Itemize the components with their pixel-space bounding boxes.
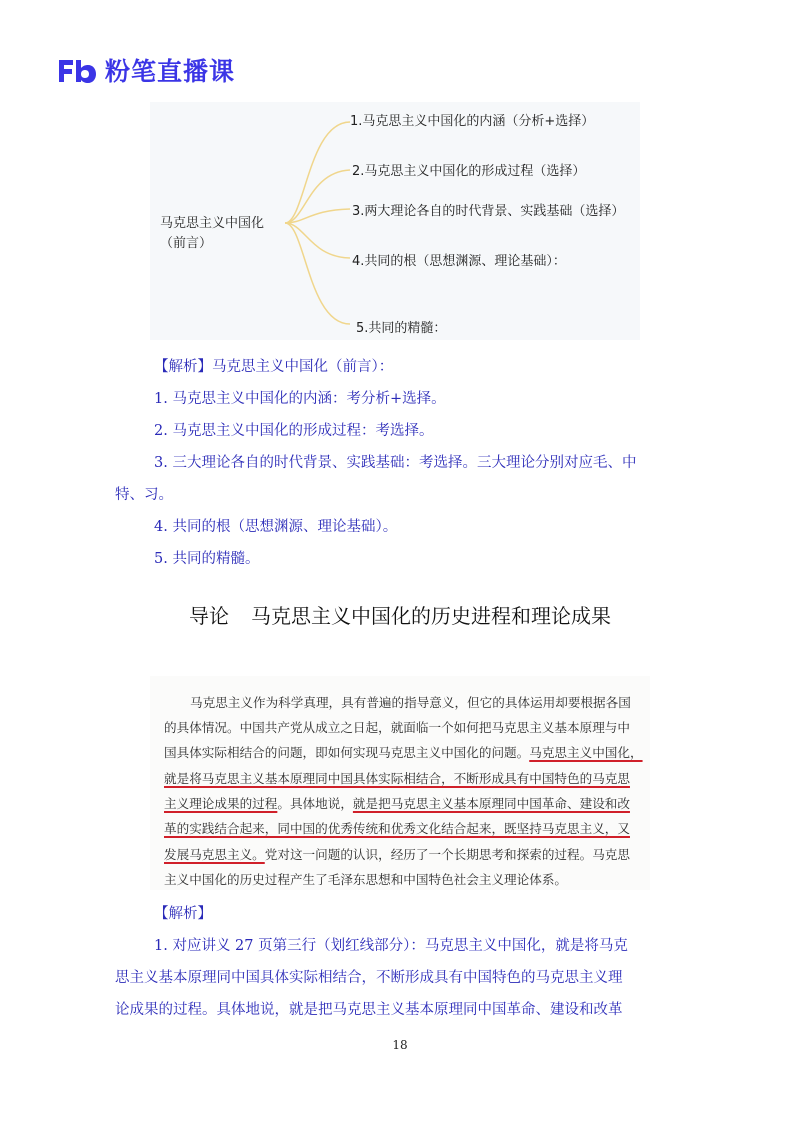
fb-logo-icon (57, 56, 97, 84)
excerpt-underlined-line: 革的实践结合起来，同中国的优秀传统和优秀文化结合起来，既坚持马克思主义，又 (164, 821, 630, 836)
analysis-item: 1. 马克思主义中国化的内涵：考分析+选择。 (154, 391, 446, 407)
excerpt-line: 马克思主义作为科学真理，具有普遍的指导意义，但它的具体运用却要根据各国 (190, 695, 631, 710)
mindmap-root-subtitle: （前言） (160, 236, 213, 251)
mindmap-root (160, 214, 264, 254)
mindmap-branch: 5.共同的精髓： (356, 321, 447, 336)
analysis-title: 【解析】马克思主义中国化（前言）： (154, 359, 394, 375)
excerpt-underlined-text: 发展马克思主义。 (164, 847, 265, 862)
excerpt-line (164, 742, 643, 761)
analysis-paragraph-line: 论成果的过程。具体地说，就是把马克思主义基本原理同中国革命、建设和改革 (115, 1002, 623, 1018)
analysis-paragraph-line: 思主义基本原理同中国具体实际相结合，不断形成具有中国特色的马克思主义理 (115, 970, 623, 986)
analysis-item: 4. 共同的根（思想渊源、理论基础）。 (154, 519, 398, 535)
analysis-item: 2. 马克思主义中国化的形成过程：考选择。 (154, 423, 434, 439)
excerpt-underlined-text: 马克思主义中国化， (529, 745, 643, 760)
mindmap-root-title: 马克思主义中国化 (160, 216, 265, 231)
section-heading (0, 600, 800, 629)
excerpt-line (164, 844, 630, 863)
mindmap-branch: 1.马克思主义中国化的内涵（分析+选择） (350, 114, 595, 129)
logo-text: 粉笔直播课 (105, 57, 236, 86)
excerpt-underlined-text: 就是把马克思主义基本原理同中国革命、建设和改 (352, 796, 630, 811)
brand-logo (57, 52, 235, 88)
mindmap-figure (150, 102, 640, 340)
excerpt-text: 党对这一问题的认识，经历了一个长期思考和探索的过程。马克思 (264, 847, 630, 862)
page-number: 18 (392, 1038, 408, 1052)
excerpt-line: 的具体情况。中国共产党从成立之日起，就面临一个如何把马克思主义基本原理与中 (164, 720, 630, 735)
heading-prefix: 导论 (189, 604, 229, 628)
excerpt-line: 主义中国化的历史过程产生了毛泽东思想和中国特色社会主义理论体系。 (164, 872, 567, 887)
excerpt-text: 。具体地说， (277, 796, 353, 811)
analysis-item-continued: 特、习。 (115, 487, 173, 503)
analysis-paragraph-line: 1. 对应讲义 27 页第三行（划红线部分）：马克思主义中国化，就是将马克 (154, 938, 628, 954)
mindmap-branch: 2.马克思主义中国化的形成过程（选择） (352, 164, 586, 179)
mindmap-branch: 4.共同的根（思想渊源、理论基础）： (352, 254, 566, 269)
analysis-title: 【解析】 (154, 906, 212, 922)
excerpt-text: 国具体实际相结合的问题，即如何实现马克思主义中国化的问题。 (164, 745, 530, 760)
textbook-excerpt (150, 676, 650, 890)
excerpt-underlined-text: 主义理论成果的过程 (164, 796, 278, 811)
mindmap-branch: 3.两大理论各自的时代背景、实践基础（选择） (352, 204, 625, 219)
analysis-item: 3. 三大理论各自的时代背景、实践基础：考选择。三大理论分别对应毛、中 (154, 455, 637, 471)
excerpt-underlined-line: 就是将马克思主义基本原理同中国具体实际相结合，不断形成具有中国特色的马克思 (164, 771, 630, 786)
excerpt-line (164, 793, 630, 812)
heading-title: 马克思主义中国化的历史进程和理论成果 (251, 604, 611, 628)
analysis-item: 5. 共同的精髓。 (154, 551, 260, 567)
